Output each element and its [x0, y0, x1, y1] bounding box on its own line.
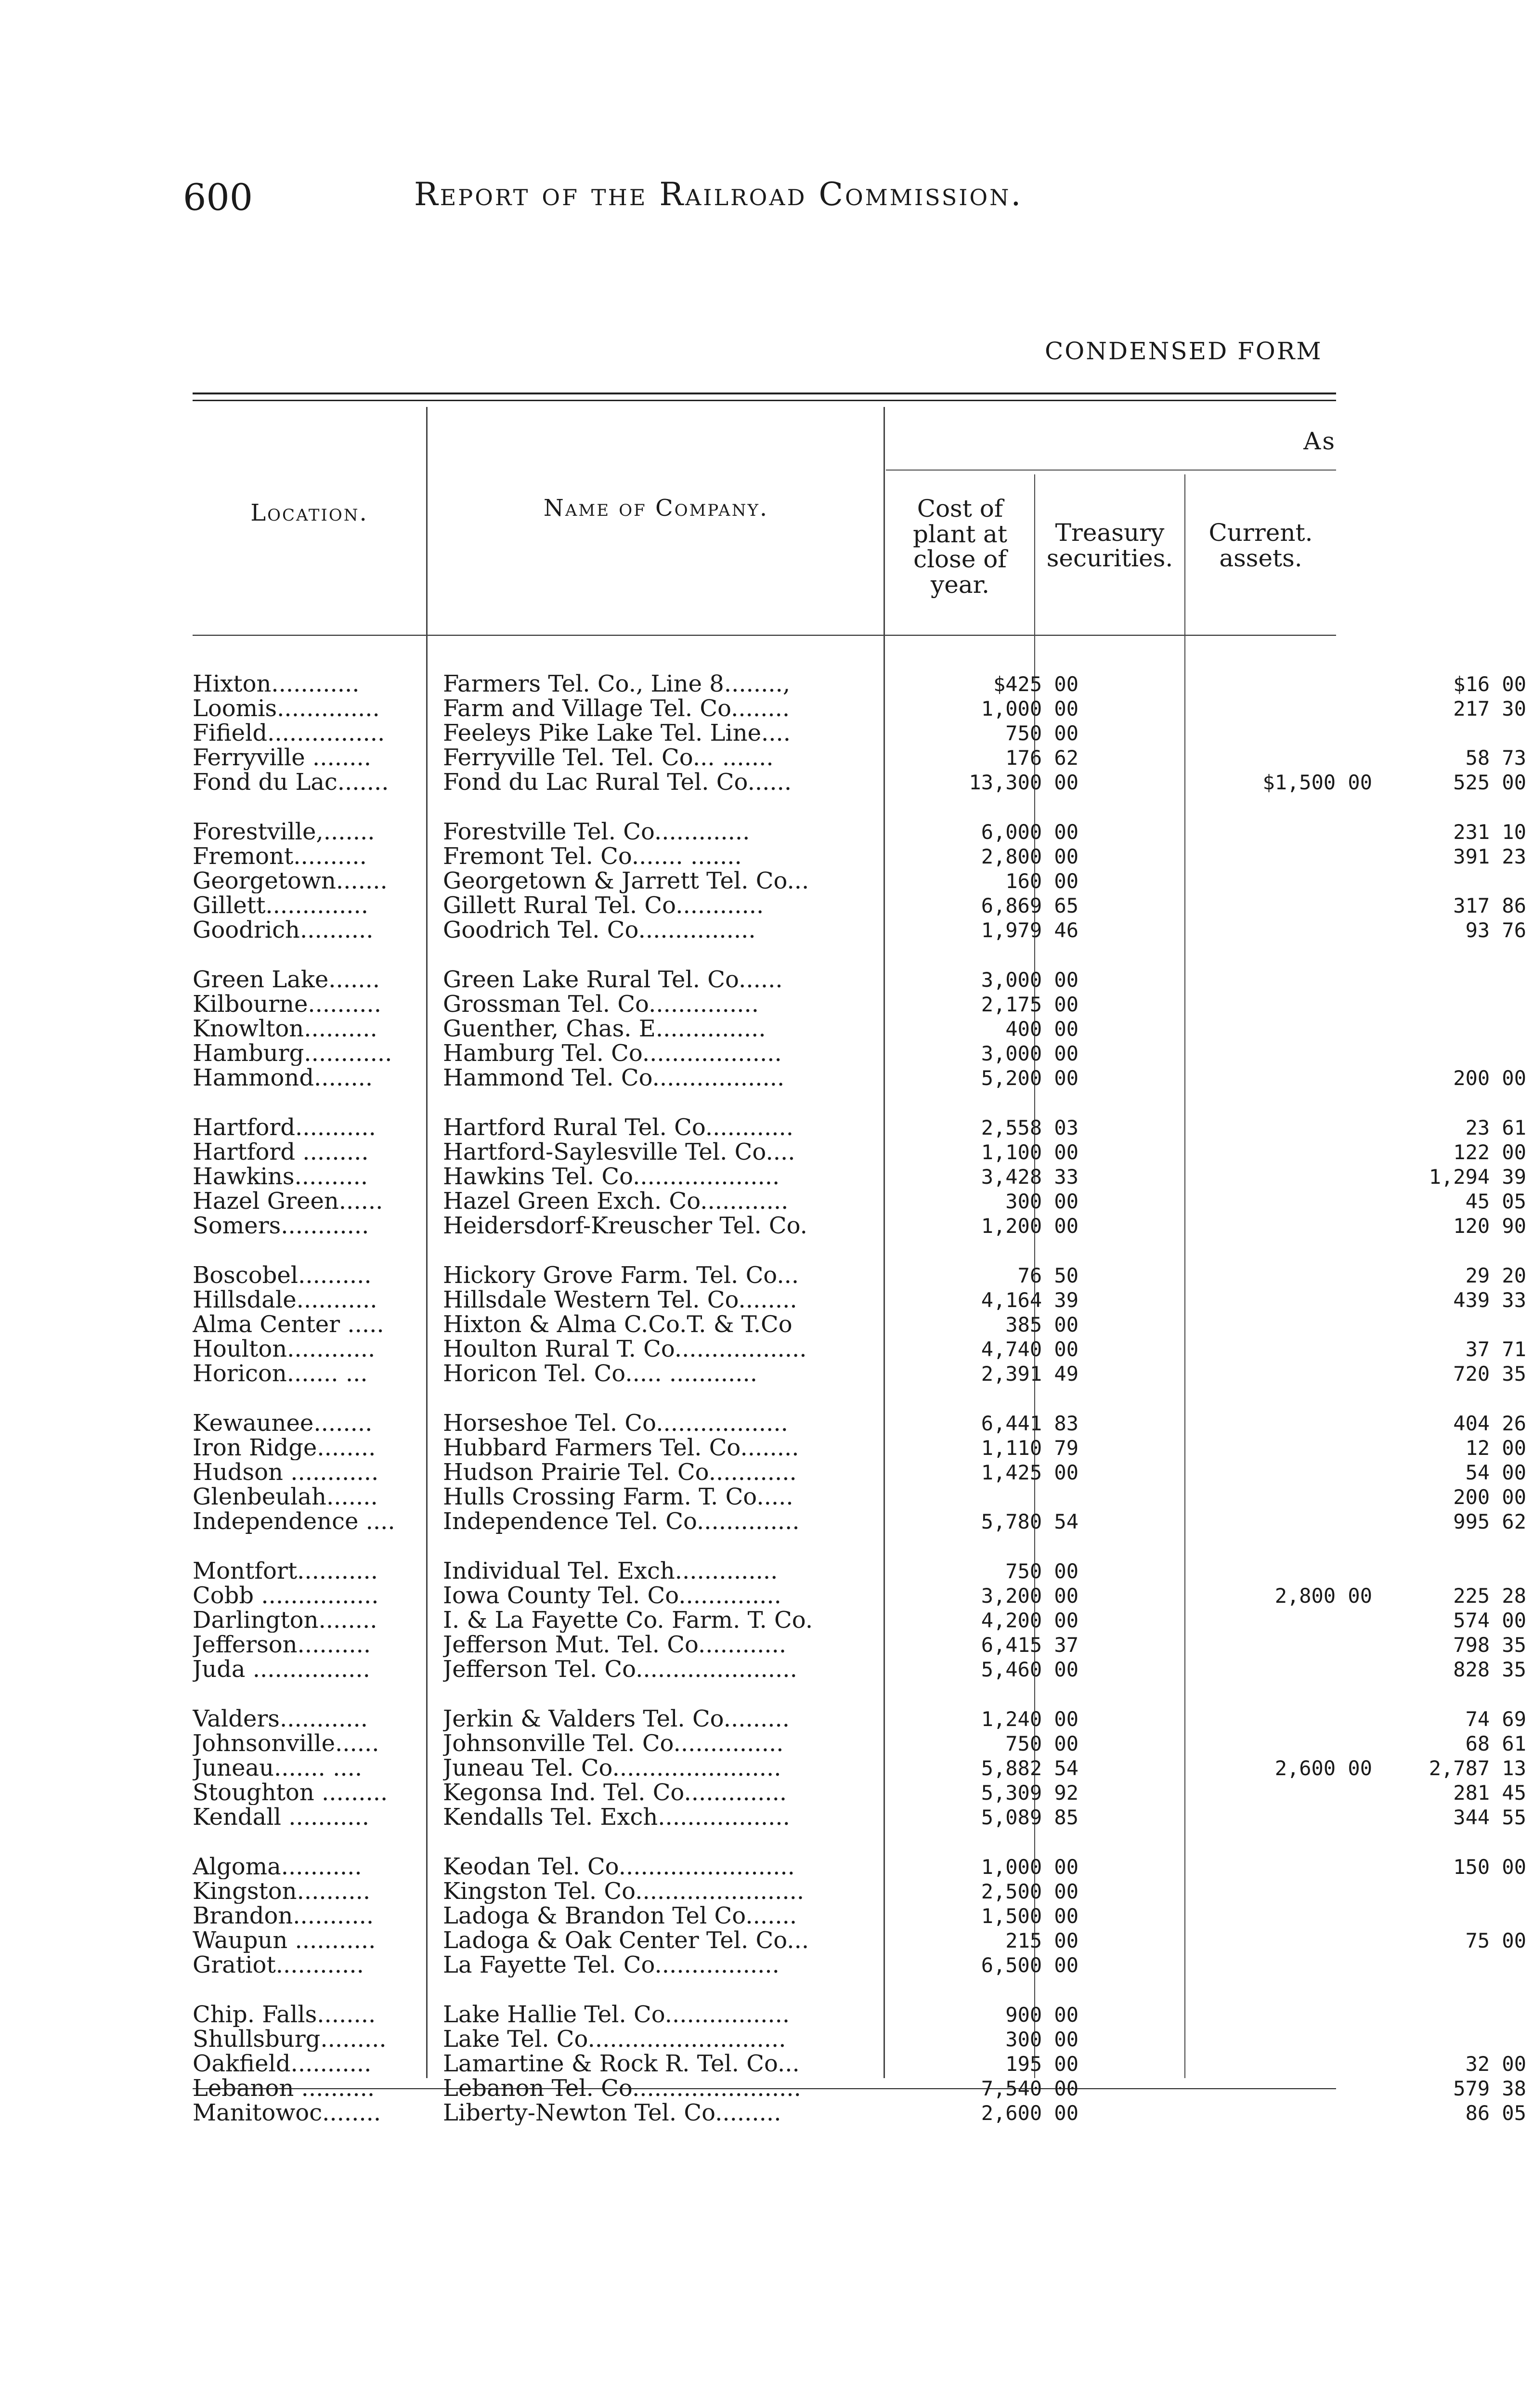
cell-location: Shullsburg......... [193, 2027, 387, 2052]
cell-current: 217 30 [1453, 697, 1526, 720]
table-row [193, 696, 1526, 721]
cell-location: Hawkins.......... [193, 1165, 368, 1189]
table-row [193, 1584, 1526, 1608]
table-row [193, 2002, 1336, 2027]
cell-cost: 176 62 [1005, 746, 1078, 770]
cell-current: 93 76 [1465, 918, 1526, 942]
cell-cost: 6,415 37 [981, 1633, 1078, 1657]
table-row [193, 1608, 1526, 1633]
cell-cost: 1,240 00 [981, 1707, 1078, 1731]
cell-company: Horseshoe Tel. Co.................. [443, 1411, 788, 1436]
data-table [193, 672, 1526, 2125]
cell-current: 29 20 [1465, 1264, 1526, 1287]
cell-cost: 1,200 00 [981, 1214, 1078, 1238]
cell-cost: 215 00 [1005, 1929, 1078, 1952]
cell-location: Johnsonville...... [193, 1731, 379, 1756]
table-row [193, 1066, 1526, 1090]
table-row [193, 1928, 1526, 1953]
cell-location: Cobb ................ [193, 1584, 379, 1608]
cell-cost: 6,869 65 [981, 894, 1078, 917]
cell-treasury: 2,800 00 [1274, 1584, 1372, 1608]
cell-current: 317 86 [1453, 894, 1526, 917]
cell-current: 75 00 [1465, 1929, 1526, 1952]
cell-current: 74 69 [1465, 1707, 1526, 1731]
table-row [193, 1189, 1526, 1214]
table-row [193, 2076, 1526, 2101]
cell-location: Gratiot............ [193, 1953, 364, 1977]
cell-location: Georgetown....... [193, 869, 388, 893]
cell-company: Gillett Rural Tel. Co............ [443, 893, 764, 918]
cell-current: 344 55 [1453, 1806, 1526, 1829]
cell-company: Kingston Tel. Co....................... [443, 1879, 805, 1904]
cell-location: Juda ................ [193, 1657, 370, 1682]
table-row [193, 968, 1336, 992]
cell-current: 231 10 [1453, 820, 1526, 844]
cell-company: Forestville Tel. Co............. [443, 820, 750, 844]
cell-company: Hubbard Farmers Tel. Co........ [443, 1436, 799, 1460]
cell-cost: 1,000 00 [981, 1855, 1078, 1879]
cell-location: Horicon....... ... [193, 1361, 368, 1386]
cell-current: 525 00 [1453, 771, 1526, 794]
cell-company: Individual Tel. Exch.............. [443, 1559, 778, 1584]
table-row [193, 1904, 1336, 1928]
cell-cost: 1,500 00 [981, 1904, 1078, 1928]
cell-company: Hammond Tel. Co.................. [443, 1066, 785, 1090]
column-header-current: Current. assets. [1208, 519, 1313, 572]
cell-cost: 750 00 [1005, 1559, 1078, 1583]
cell-cost: 7,540 00 [981, 2077, 1078, 2100]
cell-cost: 160 00 [1005, 869, 1078, 893]
cell-location: Houlton............ [193, 1337, 376, 1361]
cell-location: Kewaunee........ [193, 1411, 373, 1436]
cell-location: Brandon........... [193, 1904, 374, 1928]
cell-company: Jefferson Tel. Co...................... [443, 1657, 797, 1682]
cell-current: 798 35 [1453, 1633, 1526, 1657]
cell-cost: 195 00 [1005, 2052, 1078, 2076]
cell-company: Ladoga & Oak Center Tel. Co... [443, 1928, 809, 1953]
table-row [193, 1411, 1526, 1436]
cell-location: Hazel Green...... [193, 1189, 383, 1214]
table-row [193, 1756, 1526, 1780]
table-row [193, 820, 1526, 844]
cell-company: Feeleys Pike Lake Tel. Line.... [443, 721, 791, 746]
cell-company: Independence Tel. Co.............. [443, 1509, 800, 1534]
cell-location: Juneau....... .... [193, 1756, 363, 1780]
cell-current: 995 62 [1453, 1510, 1526, 1533]
cell-cost: 6,000 00 [981, 820, 1078, 844]
cell-company: Grossman Tel. Co............... [443, 992, 759, 1017]
cell-cost: 6,500 00 [981, 1953, 1078, 1977]
cell-cost: 1,110 79 [981, 1436, 1078, 1460]
top-rule-thin [193, 400, 1336, 401]
cell-cost: 1,425 00 [981, 1461, 1078, 1484]
cell-cost: 13,300 00 [969, 771, 1078, 794]
cell-company: Horicon Tel. Co..... ............ [443, 1361, 757, 1386]
cell-location: Manitowoc........ [193, 2101, 381, 2125]
cell-company: Hillsdale Western Tel. Co........ [443, 1288, 797, 1312]
cell-company: I. & La Fayette Co. Farm. T. Co. [443, 1608, 813, 1633]
cell-treasury: 2,600 00 [1274, 1756, 1372, 1780]
cell-current: 2,787 13 [1429, 1756, 1526, 1780]
cell-company: Lake Tel. Co........................... [443, 2027, 786, 2052]
assets-group-rule [886, 470, 1336, 471]
cell-cost: 3,000 00 [981, 1042, 1078, 1065]
cell-location: Goodrich.......... [193, 918, 374, 942]
cell-current: 720 35 [1453, 1362, 1526, 1386]
table-row [193, 1041, 1336, 1066]
cell-current: 391 23 [1453, 845, 1526, 868]
column-header-cost: Cost of plant at close of year. [913, 495, 1007, 599]
table-row [193, 1263, 1526, 1288]
cell-location: Hillsdale........... [193, 1288, 377, 1312]
cell-company: Goodrich Tel. Co................ [443, 918, 756, 942]
cell-cost: 1,100 00 [981, 1140, 1078, 1164]
cell-company: Hawkins Tel. Co.................... [443, 1165, 780, 1189]
cell-location: Alma Center ..... [193, 1312, 384, 1337]
cell-cost: 2,500 00 [981, 1880, 1078, 1903]
cell-cost: $425 00 [993, 672, 1078, 696]
cell-company: Farmers Tel. Co., Line 8........, [443, 672, 791, 696]
cell-cost: 5,089 85 [981, 1806, 1078, 1829]
cell-location: Glenbeulah....... [193, 1485, 378, 1509]
cell-current: 58 73 [1465, 746, 1526, 770]
table-row [193, 770, 1526, 795]
cell-current: 225 28 [1453, 1584, 1526, 1608]
header-rule [193, 635, 1336, 636]
cell-company: Iowa County Tel. Co.............. [443, 1584, 781, 1608]
cell-company: Hudson Prairie Tel. Co............ [443, 1460, 797, 1485]
cell-location: Hixton............ [193, 672, 360, 696]
table-row [193, 1559, 1336, 1584]
table-row [193, 1312, 1336, 1337]
cell-current: 281 45 [1453, 1781, 1526, 1805]
cell-location: Kendall ........... [193, 1805, 370, 1830]
table-row [193, 1855, 1526, 1879]
table-row [193, 869, 1336, 893]
table-row [193, 1657, 1526, 1682]
table-row [193, 1509, 1526, 1534]
cell-location: Fremont.......... [193, 844, 367, 869]
cell-current: 828 35 [1453, 1658, 1526, 1681]
cell-company: Jerkin & Valders Tel. Co......... [443, 1707, 790, 1731]
cell-company: Jefferson Mut. Tel. Co............ [443, 1633, 787, 1657]
cell-company: Hulls Crossing Farm. T. Co..... [443, 1485, 793, 1509]
cell-current: 574 00 [1453, 1609, 1526, 1632]
cell-location: Fifield................ [193, 721, 385, 746]
table-row [193, 1707, 1526, 1731]
cell-location: Hammond........ [193, 1066, 373, 1090]
cell-location: Stoughton ......... [193, 1780, 388, 1805]
cell-cost: 3,000 00 [981, 968, 1078, 992]
table-row [193, 1165, 1526, 1189]
table-row [193, 1633, 1526, 1657]
cell-company: Lebanon Tel. Co....................... [443, 2076, 801, 2101]
cell-location: Hartford ......... [193, 1140, 369, 1165]
cell-cost: 400 00 [1005, 1017, 1078, 1041]
cell-cost: 5,460 00 [981, 1658, 1078, 1681]
cell-company: Fond du Lac Rural Tel. Co...... [443, 770, 792, 795]
cell-cost: 5,882 54 [981, 1756, 1078, 1780]
column-header-treasury: Treasury securities. [1046, 519, 1173, 572]
table-row [193, 1017, 1336, 1041]
cell-current: 45 05 [1465, 1190, 1526, 1213]
cell-location: Valders............ [193, 1707, 368, 1731]
cell-location: Darlington........ [193, 1608, 377, 1633]
table-row [193, 746, 1526, 770]
cell-current: 86 05 [1465, 2101, 1526, 2125]
table-row [193, 844, 1526, 869]
cell-cost: 750 00 [1005, 721, 1078, 745]
cell-location: Loomis.............. [193, 696, 380, 721]
table-row [193, 1214, 1526, 1238]
cell-cost: 300 00 [1005, 2028, 1078, 2051]
cell-current: 200 00 [1453, 1066, 1526, 1090]
cell-company: Lake Hallie Tel. Co................. [443, 2002, 790, 2027]
cell-current: 404 26 [1453, 1412, 1526, 1435]
cell-current: 32 00 [1465, 2052, 1526, 2076]
table-row [193, 1288, 1526, 1312]
cell-cost: 300 00 [1005, 1190, 1078, 1213]
cell-company: Lamartine & Rock R. Tel. Co... [443, 2052, 800, 2076]
cell-company: La Fayette Tel. Co................. [443, 1953, 779, 1977]
cell-cost: 76 50 [1017, 1264, 1078, 1287]
cell-current: 120 90 [1453, 1214, 1526, 1238]
cell-cost: 4,164 39 [981, 1288, 1078, 1312]
cell-location: Kilbourne.......... [193, 992, 381, 1017]
top-rule [193, 393, 1336, 394]
cell-company: Green Lake Rural Tel. Co...... [443, 968, 783, 992]
table-row [193, 1805, 1526, 1830]
table-row [193, 893, 1526, 918]
cell-location: Gillett.............. [193, 893, 368, 918]
cell-location: Fond du Lac....... [193, 770, 389, 795]
cell-cost: 6,441 83 [981, 1412, 1078, 1435]
cell-location: Iron Ridge........ [193, 1436, 376, 1460]
cell-location: Kingston.......... [193, 1879, 371, 1904]
cell-location: Forestville,....... [193, 820, 375, 844]
table-row [193, 2101, 1526, 2125]
column-header-assets-group: As [1303, 427, 1336, 455]
cell-cost: 3,428 33 [981, 1165, 1078, 1189]
cell-location: Waupun ........... [193, 1928, 376, 1953]
cell-location: Somers............ [193, 1214, 369, 1238]
cell-company: Guenther, Chas. E............... [443, 1017, 766, 1041]
cell-cost: 1,979 46 [981, 918, 1078, 942]
table-row [193, 992, 1336, 1017]
page-number: 600 [183, 176, 253, 219]
cell-location: Hartford........... [193, 1115, 376, 1140]
cell-location: Green Lake....... [193, 968, 380, 992]
cell-cost: 2,800 00 [981, 845, 1078, 868]
cell-current: 54 00 [1465, 1461, 1526, 1484]
cell-company: Hartford Rural Tel. Co............ [443, 1115, 793, 1140]
cell-company: Keodan Tel. Co........................ [443, 1855, 795, 1879]
table-row [193, 2027, 1336, 2052]
cell-current: 150 00 [1453, 1855, 1526, 1879]
cell-location: Jefferson.......... [193, 1633, 371, 1657]
cell-location: Hudson ............ [193, 1460, 379, 1485]
table-row [193, 1140, 1526, 1165]
cell-company: Houlton Rural T. Co.................. [443, 1337, 807, 1361]
table-row [193, 721, 1336, 746]
form-label: CONDENSED FORM [1045, 337, 1323, 365]
cell-current: 12 00 [1465, 1436, 1526, 1460]
cell-current: 23 61 [1465, 1116, 1526, 1139]
cell-location: Boscobel.......... [193, 1263, 372, 1288]
cell-cost: 385 00 [1005, 1313, 1078, 1336]
cell-current: 439 33 [1453, 1288, 1526, 1312]
cell-company: Juneau Tel. Co....................... [443, 1756, 781, 1780]
cell-company: Liberty-Newton Tel. Co......... [443, 2101, 781, 2125]
cell-location: Hamburg............ [193, 1041, 392, 1066]
cell-treasury: $1,500 00 [1262, 771, 1372, 794]
cell-cost: 2,391 49 [981, 1362, 1078, 1386]
table-row [193, 1879, 1336, 1904]
cell-current: 122 00 [1453, 1140, 1526, 1164]
cell-cost: 5,200 00 [981, 1066, 1078, 1090]
cell-current: 200 00 [1453, 1485, 1526, 1509]
cell-location: Lebanon .......... [193, 2076, 375, 2101]
cell-current: 37 71 [1465, 1337, 1526, 1361]
cell-cost: 4,200 00 [981, 1609, 1078, 1632]
table-row [193, 1485, 1526, 1509]
table-row [193, 1436, 1526, 1460]
cell-cost: 5,309 92 [981, 1781, 1078, 1805]
table-row [193, 1460, 1526, 1485]
table-row [193, 672, 1526, 696]
cell-cost: 2,600 00 [981, 2101, 1078, 2125]
cell-company: Hickory Grove Farm. Tel. Co... [443, 1263, 799, 1288]
cell-company: Hamburg Tel. Co................... [443, 1041, 782, 1066]
cell-current: 1,294 39 [1429, 1165, 1526, 1189]
cell-cost: 3,200 00 [981, 1584, 1078, 1608]
cell-company: Farm and Village Tel. Co........ [443, 696, 790, 721]
cell-cost: 900 00 [1005, 2003, 1078, 2027]
cell-cost: 2,175 00 [981, 993, 1078, 1016]
cell-company: Georgetown & Jarrett Tel. Co... [443, 869, 809, 893]
cell-current: $16 00 [1453, 672, 1526, 696]
cell-location: Knowlton.......... [193, 1017, 377, 1041]
cell-company: Hartford-Saylesville Tel. Co.... [443, 1140, 795, 1165]
cell-cost: 5,780 54 [981, 1510, 1078, 1533]
cell-cost: 750 00 [1005, 1732, 1078, 1755]
cell-company: Kegonsa Ind. Tel. Co.............. [443, 1780, 787, 1805]
cell-cost: 2,558 03 [981, 1116, 1078, 1139]
cell-location: Independence .... [193, 1509, 395, 1534]
column-header-company: Name of Company. [543, 495, 769, 522]
cell-company: Johnsonville Tel. Co............... [443, 1731, 784, 1756]
cell-cost: 1,000 00 [981, 697, 1078, 720]
table-row [193, 1115, 1526, 1140]
cell-company: Fremont Tel. Co....... ....... [443, 844, 742, 869]
cell-location: Algoma........... [193, 1855, 362, 1879]
cell-company: Hixton & Alma C.Co.T. & T.Co [443, 1312, 792, 1337]
table-row [193, 2052, 1526, 2076]
cell-company: Kendalls Tel. Exch.................. [443, 1805, 790, 1830]
cell-company: Hazel Green Exch. Co............ [443, 1189, 789, 1214]
column-header-location: Location. [250, 499, 368, 526]
table-row [193, 1953, 1336, 1977]
table-row [193, 918, 1526, 942]
cell-company: Heidersdorf-Kreuscher Tel. Co. [443, 1214, 807, 1238]
cell-current: 579 38 [1453, 2077, 1526, 2100]
cell-cost: 4,740 00 [981, 1337, 1078, 1361]
cell-company: Ferryville Tel. Tel. Co... ....... [443, 746, 774, 770]
cell-current: 68 61 [1465, 1732, 1526, 1755]
table-row [193, 1780, 1526, 1805]
table-row [193, 1361, 1526, 1386]
cell-location: Chip. Falls........ [193, 2002, 376, 2027]
cell-company: Ladoga & Brandon Tel Co....... [443, 1904, 797, 1928]
table-row [193, 1337, 1526, 1361]
table-row [193, 1731, 1526, 1756]
cell-location: Oakfield........... [193, 2052, 372, 2076]
page-title: Report of the Railroad Commission. [414, 176, 1023, 213]
cell-location: Ferryville ........ [193, 746, 371, 770]
cell-location: Montfort........... [193, 1559, 378, 1584]
